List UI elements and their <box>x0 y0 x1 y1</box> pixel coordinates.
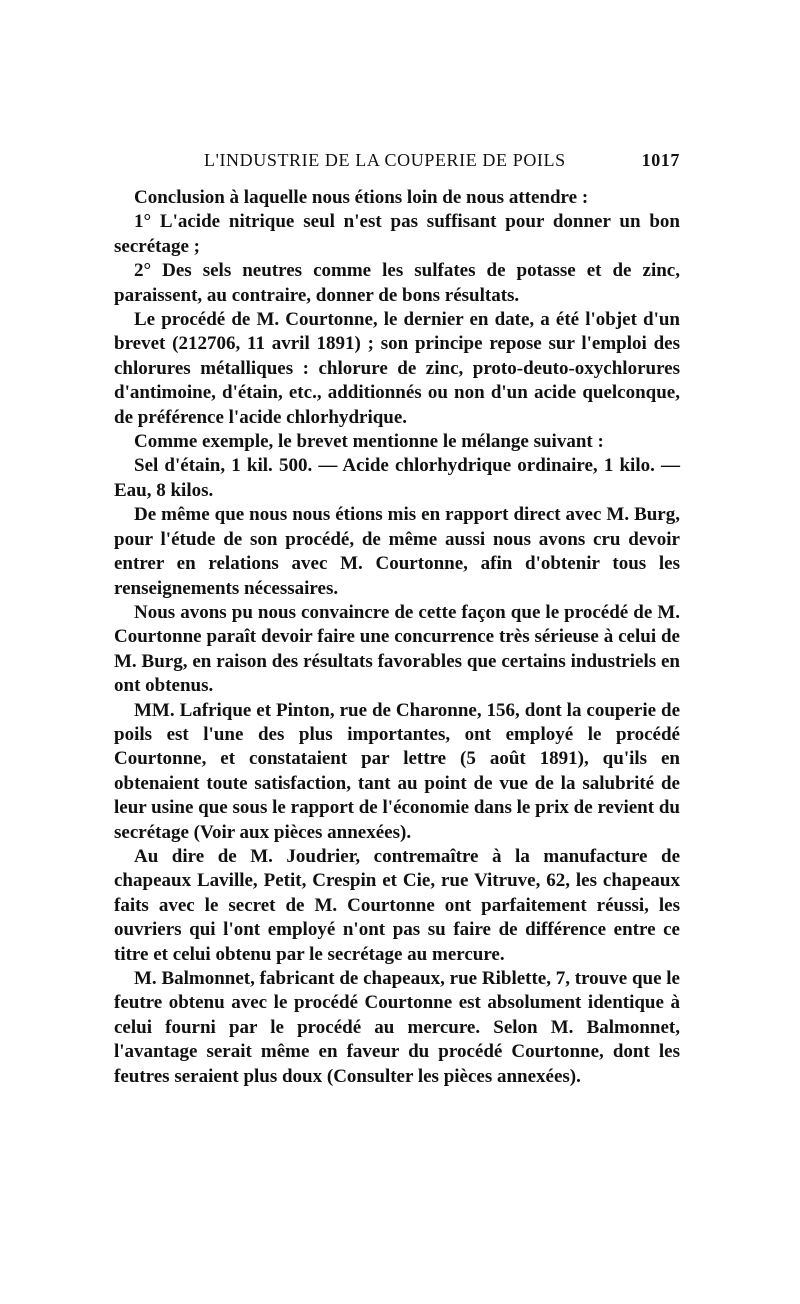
paragraph-lafrique-pinton: MM. Lafrique et Pinton, rue de Charonne, 156, dont la couperie de poils est l'une des plus importantes, ont employé le procédé Courtonne, et constataient par lettre (5 août 1891), qu'ils en obtenaient toute satisfaction, tant au point de vue de la salubrité de leur usine que sous le rapport de l'économie dans le prix de revient du secrétage (Voir aux pièces annexées). <box>114 699 680 843</box>
paragraph-competition: Nous avons pu nous convaincre de cette façon que le procédé de M. Courtonne paraît devoir faire une concurrence très sérieuse à celui de M. Burg, en raison des résultats favorables que certains industriels en ont obtenus. <box>114 601 680 697</box>
paragraph-point-1: 1° L'acide nitrique seul n'est pas suffisant pour donner un bon secrétage ; <box>114 211 680 257</box>
paragraph-mixture: Sel d'étain, 1 kil. 500. — Acide chlorhydrique ordinaire, 1 kilo. — Eau, 8 kilos. <box>114 455 680 501</box>
body-text <box>114 186 680 1089</box>
running-title: L'INDUSTRIE DE LA COUPERIE DE POILS <box>204 150 566 170</box>
paragraph-point-2: 2° Des sels neutres comme les sulfates de potasse et de zinc, paraissent, au contraire, donner de bons résultats. <box>114 260 680 306</box>
paragraph-relations: De même que nous nous étions mis en rapport direct avec M. Burg, pour l'étude de son procédé, de même aussi nous avons cru devoir entrer en relations avec M. Courtonne, afin d'obtenir tous les renseignements nécessaires. <box>114 504 680 599</box>
running-head <box>114 150 680 174</box>
page-number: 1017 <box>641 150 680 170</box>
paragraph-conclusion: Conclusion à laquelle nous étions loin de nous attendre : <box>134 187 589 208</box>
paragraph-example-intro: Comme exemple, le brevet mentionne le mélange suivant : <box>134 431 604 453</box>
paragraph-courtonne-patent: Le procédé de M. Courtonne, le dernier en date, a été l'objet d'un brevet (212706, 11 avril 1891) ; son principe repose sur l'emploi des chlorures métalliques : chlorure de zinc, proto-deuto-oxychlorures d'antimoine, d'étain, etc., additionnés ou non d'un acide quelconque, de préférence l'acide chlorhydrique. <box>114 309 680 428</box>
paragraph-balmonnet: M. Balmonnet, fabricant de chapeaux, rue Riblette, 7, trouve que le feutre obtenu avec le procédé Courtonne est absolument identique à celui fourni par le procédé au mercure. Selon M. Balmonnet, l'avantage serait même en faveur du procédé Courtonne, dont les feutres seraient plus doux (Consulter les pièces annexées). <box>114 968 680 1087</box>
paragraph-joudrier: Au dire de M. Joudrier, contremaître à la manufacture de chapeaux Laville, Petit, Crespin et Cie, rue Vitruve, 62, les chapeaux faits avec le secret de M. Courtonne ont parfaitement réussi, les ouvriers qui l'ont employé n'ont pas su faire de différence entre ce titre et celui obtenu par le secrétage au mercure. <box>114 845 680 965</box>
